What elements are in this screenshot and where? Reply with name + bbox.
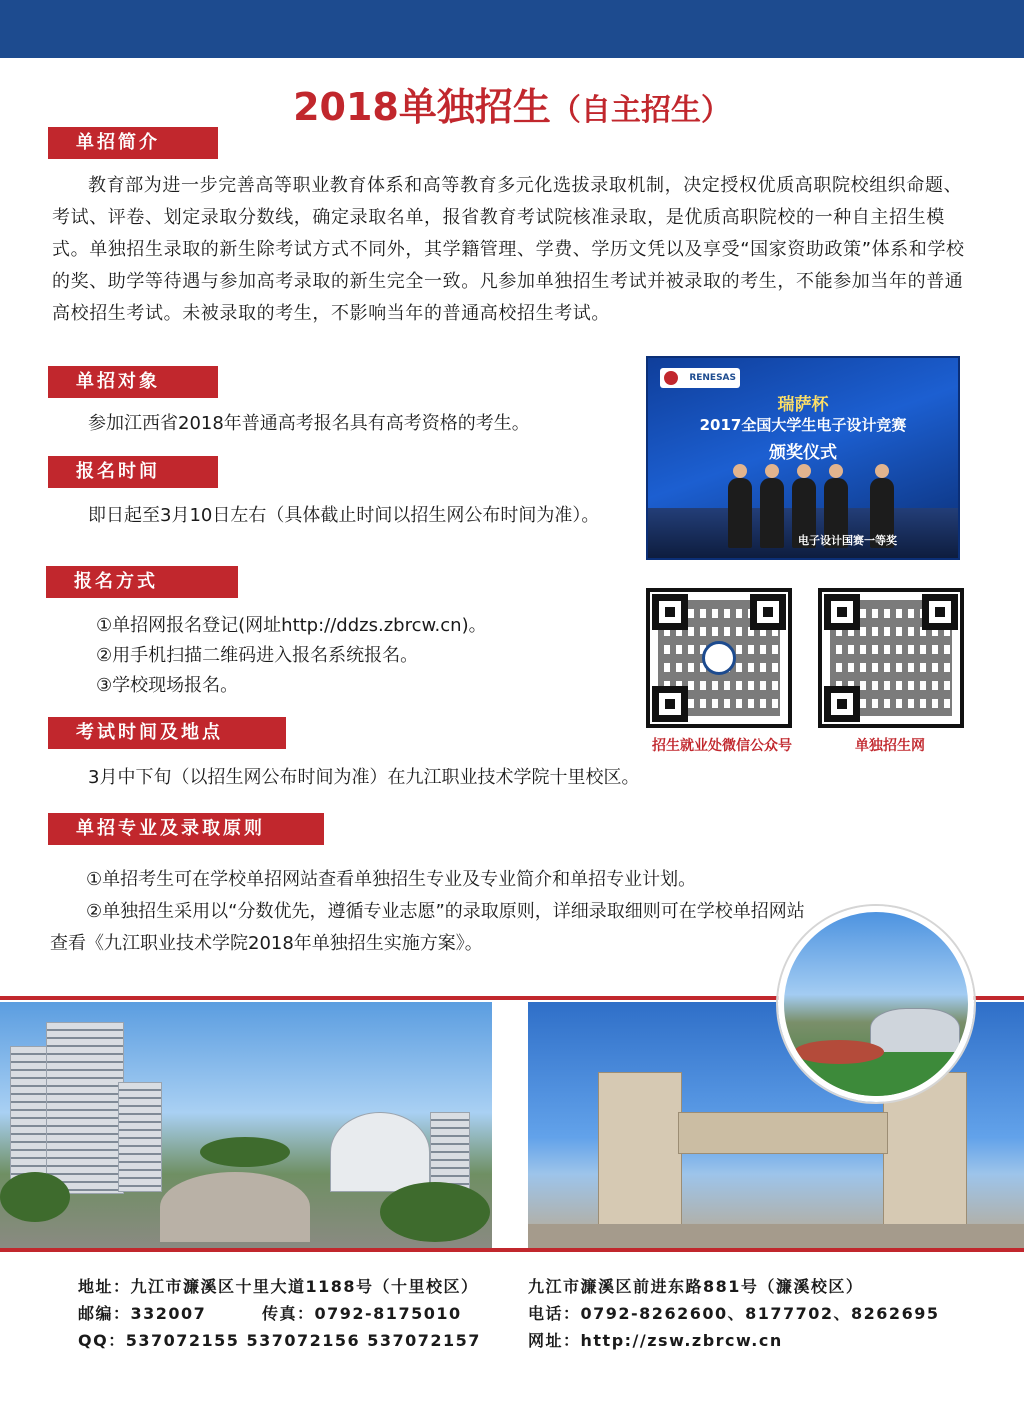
method-item-2: ②用手机扫描二维码进入报名系统报名。 <box>96 645 419 666</box>
section-label-method: 报名方式 <box>46 566 238 598</box>
admission-site-qr-caption: 单独招生网 <box>855 738 925 754</box>
intro-text: 教育部为进一步完善高等职业教育体系和高等教育多元化选拔录取机制，决定授权优质高职院校组织命题、考试、评卷、划定录取分数线，确定录取名单，报省教育考试院核准录取，是优质高职院校的一种自主招生模式。单独招生录取的新生除考试方式不同外，其学籍管理、学费、学历文凭以及享受“国家资助政策”体系和学校的奖、助学等待遇与参加高考录取的新生完全一致。凡参加单独招生考试并被录取的考生，不能参加当年的普通高校招生考试。未被录取的考生，不影响当年的普通高校招生考试。 <box>52 175 965 324</box>
admission-site-qr-code[interactable] <box>818 588 964 728</box>
section-label-time: 报名时间 <box>48 456 218 488</box>
award-person <box>728 478 752 548</box>
section-label-exam: 考试时间及地点 <box>48 717 286 749</box>
method-item-3: ③学校现场报名。 <box>96 675 239 696</box>
title-main: 2018单独招生 <box>293 85 551 129</box>
footer-address-shili: 地址：九江市濂溪区十里大道1188号（十里校区） <box>78 1277 479 1296</box>
time-text: 即日起至3月10日左右（具体截止时间以招生网公布时间为准）。 <box>88 505 600 526</box>
method-item-1: ①单招网报名登记(网址http://ddzs.zbrcw.cn)。 <box>96 615 487 636</box>
campus-stadium-photo <box>778 906 974 1102</box>
section-label-intro: 单招简介 <box>48 127 218 159</box>
page-title <box>0 76 1024 131</box>
renesas-logo: RENESAS <box>660 368 740 388</box>
section-label-majors: 单招专业及录取原则 <box>48 813 324 845</box>
footer-fax: 传真：0792-8175010 <box>262 1304 462 1323</box>
award-caption: 电子设计国赛一等奖 <box>798 534 897 547</box>
footer-phone: 电话：0792-8262600、8177702、8262695 <box>528 1304 940 1323</box>
award-ceremony-photo <box>646 356 960 560</box>
wechat-qr-caption: 招生就业处微信公众号 <box>652 738 792 754</box>
footer-qq: QQ：537072155 537072156 537072157 <box>78 1331 481 1350</box>
footer-postcode: 邮编：332007 <box>78 1304 207 1323</box>
school-emblem-icon <box>702 641 736 675</box>
majors-item-2: ②单独招生采用以“分数优先，遵循专业志愿”的录取原则，详细录取细则可在学校单招网站查看《九江职业技术学院2018年单独招生实施方案》。 <box>50 901 805 954</box>
section-label-target: 单招对象 <box>48 366 218 398</box>
award-person <box>760 478 784 548</box>
divider-bottom <box>0 1248 1024 1252</box>
award-cup-name: 瑞萨杯 <box>777 395 829 415</box>
top-banner <box>0 0 1024 58</box>
footer-address-lianxi: 九江市濂溪区前进东路881号（濂溪校区） <box>528 1277 864 1296</box>
title-sub: （自主招生） <box>550 93 731 128</box>
award-ceremony: 颁奖仪式 <box>769 443 837 463</box>
award-competition: 2017全国大学生电子设计竞赛 <box>699 416 907 434</box>
majors-item-1: ①单招考生可在学校单招网站查看单独招生专业及专业简介和单招专业计划。 <box>86 869 697 890</box>
wechat-qr-code[interactable] <box>646 588 792 728</box>
campus-photo-shili <box>0 1002 492 1248</box>
footer-website[interactable]: 网址：http://zsw.zbrcw.cn <box>528 1331 783 1350</box>
exam-text: 3月中下旬（以招生网公布时间为准）在九江职业技术学院十里校区。 <box>88 767 640 788</box>
target-text: 参加江西省2018年普通高考报名具有高考资格的考生。 <box>88 413 530 434</box>
